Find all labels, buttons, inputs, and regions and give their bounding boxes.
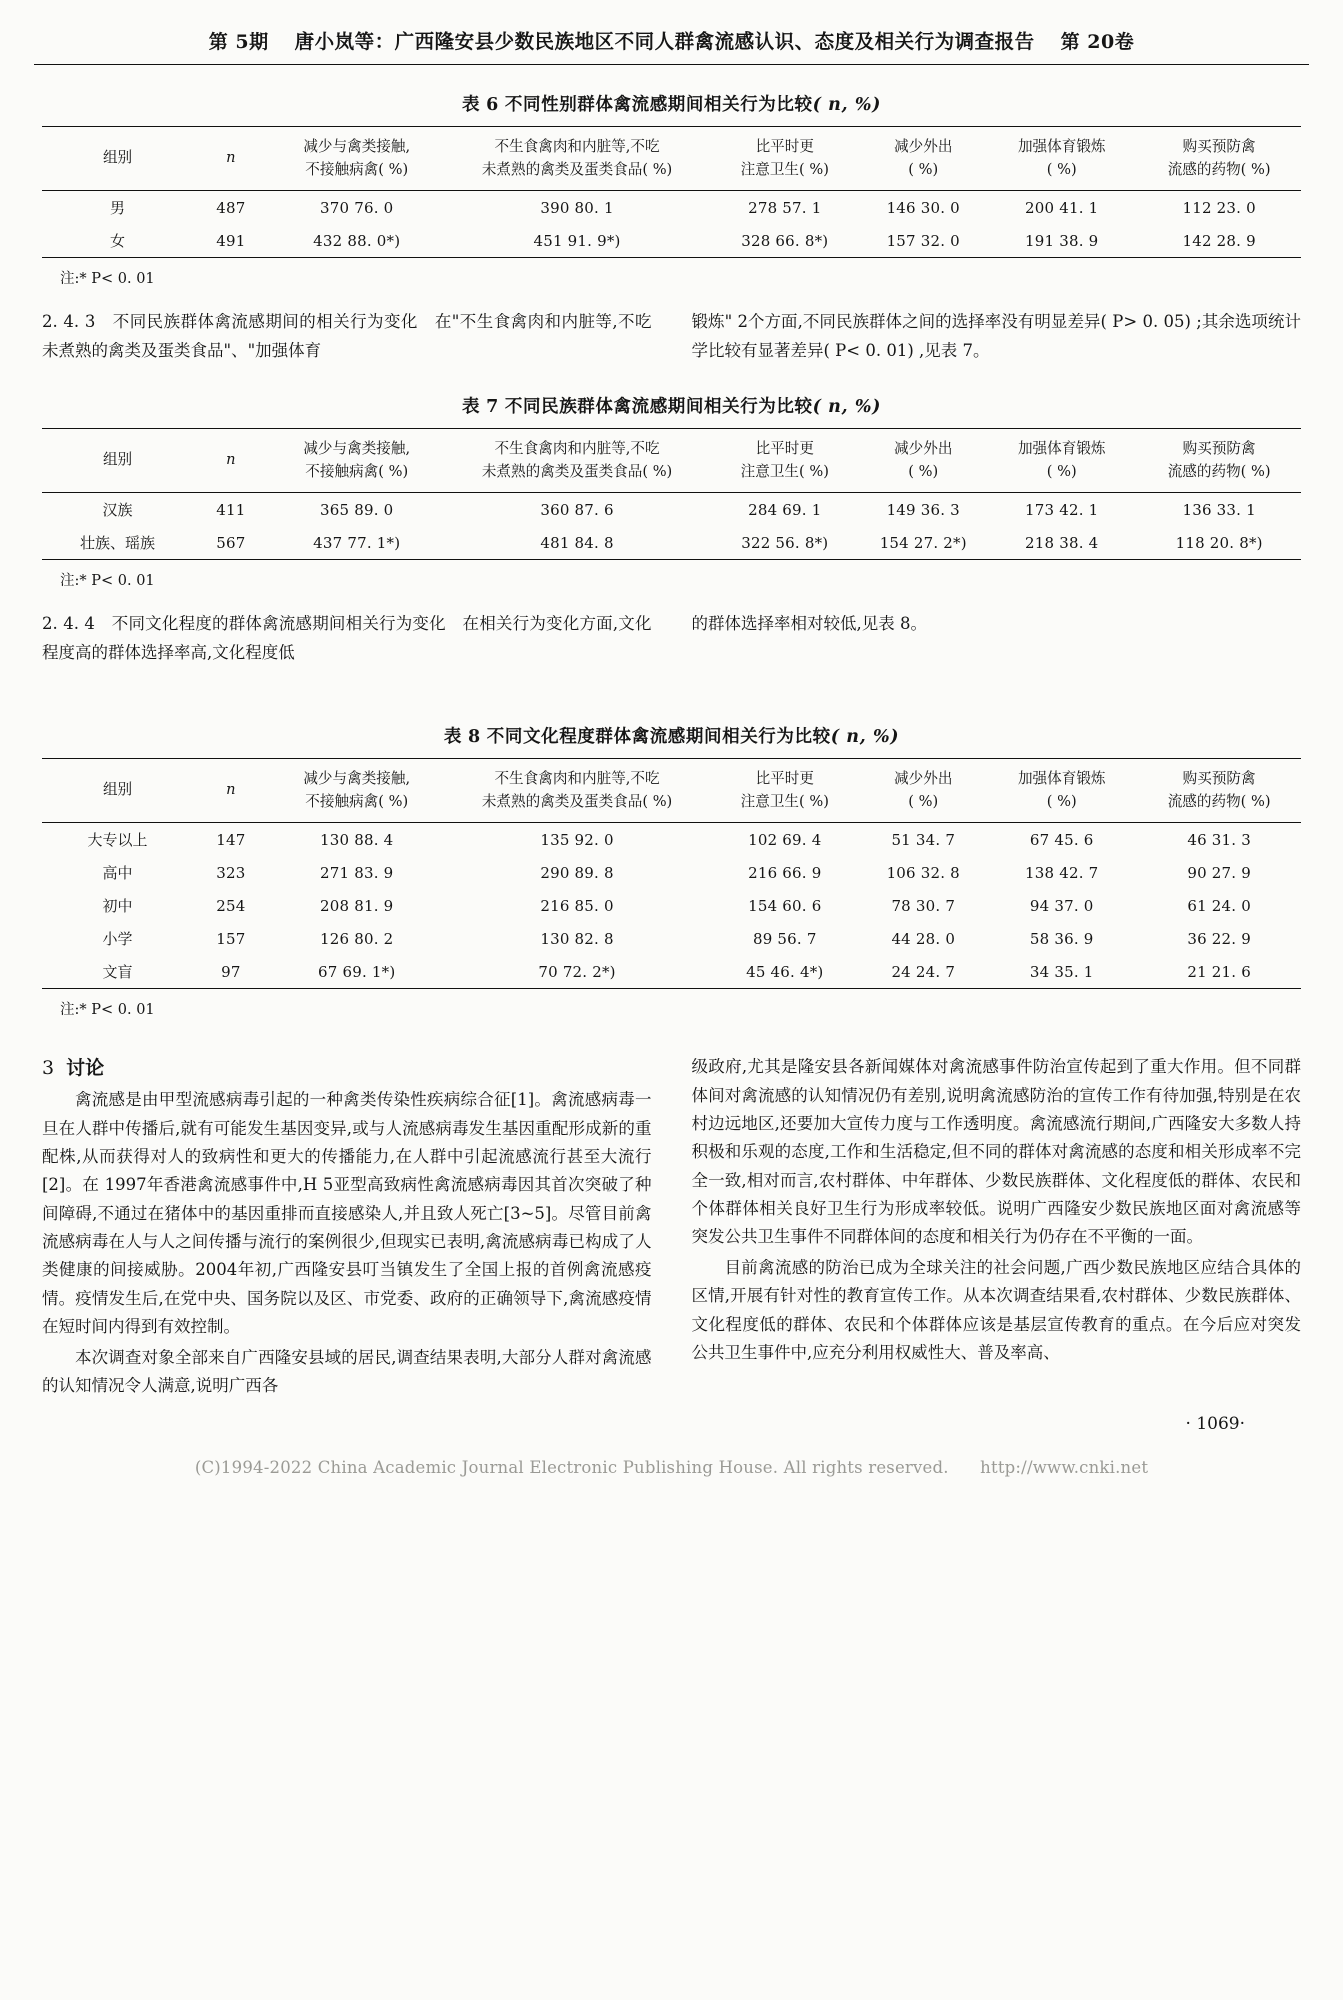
cell-value: 24 24. 7 xyxy=(891,962,956,981)
cell-value: 208 81. 9 xyxy=(320,896,394,915)
cell-group: 高中 xyxy=(102,864,133,883)
cell-value: 191 38. 9 xyxy=(1025,231,1099,250)
discussion-section xyxy=(42,1053,1301,1402)
cell-value: 135 92. 0 xyxy=(540,830,614,849)
col-no-raw-poultry: 不生食禽肉和内脏等,不吃 未煮熟的禽类及蛋类食品( %) xyxy=(445,428,709,492)
running-head xyxy=(0,0,1343,60)
col-less-outing: 减少外出 ( %) xyxy=(860,428,986,492)
cell-value: 360 87. 6 xyxy=(540,500,614,519)
col-exercise: 加强体育锻炼 ( %) xyxy=(986,428,1137,492)
cell-n: 254 xyxy=(216,896,246,915)
cell-value: 218 38. 4 xyxy=(1025,533,1099,552)
discussion-right-p2: 目前禽流感的防治已成为全球关注的社会问题,广西少数民族地区应结合具体的区情,开展有针对性的教育宣传工作。从本次调查结果看,农村群体、少数民族群体、文化程度低的群体、农民和个体群体应该是基层宣传教育的重点。在今后应对突发公共卫生事件中,应充分利用权威性大、普及率高、 xyxy=(691,1257,1301,1362)
cell-value: 284 69. 1 xyxy=(748,500,822,519)
discussion-right-p1: 级政府,尤其是隆安县各新闻媒体对禽流感事件防治宣传起到了重大作用。但不同群体间对禽流感的认知情况仍有差别,说明禽流感防治的宣传工作有待加强,特别是在农村边远地区,还要加大宣传力度与工作透明度。禽流感流行期间,广西隆安大多数人持积极和乐观的态度,工作和生活稳定,但不同的群体对禽流感的态度和相关形成率不完全一致,相对而言,农村群体、中年群体、少数民族群体、文化程度低的群体、农民和个体群体相关良好卫生行为形成率较低。说明广西隆安少数民族地区面对禽流感等突发公共卫生事件不同群体间的态度和相关行为仍存在不平衡的一面。 xyxy=(691,1057,1301,1247)
discussion-heading xyxy=(42,1053,652,1080)
col-buy-medicine: 购买预防禽 流感的药物( %) xyxy=(1137,428,1301,492)
issue-number: 第 5期 xyxy=(208,31,269,53)
table-row xyxy=(42,823,1301,857)
discussion-left-p2: 本次调查对象全部来自广西隆安县域的居民,调查结果表明,大部分人群对禽流感的认知情况令人满意,说明广西各 xyxy=(42,1347,652,1395)
cell-value: 481 84. 8 xyxy=(540,533,614,552)
table-row xyxy=(42,922,1301,955)
cell-value: 154 27. 2*) xyxy=(879,533,967,552)
running-authors: 唐小岚等： xyxy=(294,30,395,53)
cell-value: 432 88. 0*) xyxy=(313,231,401,250)
table-8-header-row xyxy=(42,758,1301,822)
cell-n: 147 xyxy=(216,830,246,849)
cell-value: 21 21. 6 xyxy=(1187,962,1251,981)
cell-value: 130 82. 8 xyxy=(540,929,614,948)
cell-value: 46 31. 3 xyxy=(1187,830,1251,849)
cell-value: 138 42. 7 xyxy=(1025,863,1099,882)
cell-value: 200 41. 1 xyxy=(1025,198,1099,217)
cell-group: 大专以上 xyxy=(87,831,148,850)
cell-value: 173 42. 1 xyxy=(1025,500,1099,519)
col-hygiene: 比平时更 注意卫生( %) xyxy=(709,428,860,492)
cell-value: 36 22. 9 xyxy=(1187,929,1251,948)
section-244-right: 的群体选择率相对较低,见表 8。 xyxy=(691,614,927,634)
section-243-left: 2. 4. 3 不同民族群体禽流感期间的相关行为变化 在"不生食禽肉和内脏等,不吃未煮熟的禽类及蛋类食品"、"加强体育 xyxy=(42,312,652,360)
col-reduce-contact: 减少与禽类接触, 不接触病禽( %) xyxy=(269,127,445,191)
col-no-raw-poultry: 不生食禽肉和内脏等,不吃 未煮熟的禽类及蛋类食品( %) xyxy=(445,758,709,822)
cell-group: 汉族 xyxy=(102,501,133,520)
cell-value: 94 37. 0 xyxy=(1029,896,1094,915)
cell-value: 216 66. 9 xyxy=(748,863,822,882)
cell-value: 146 30. 0 xyxy=(886,198,960,217)
cell-group: 女 xyxy=(110,232,126,251)
volume-number: 第 20卷 xyxy=(1060,31,1135,53)
cell-value: 44 28. 0 xyxy=(891,929,956,948)
cell-value: 126 80. 2 xyxy=(320,929,394,948)
col-group: 组别 xyxy=(42,127,193,191)
cell-value: 157 32. 0 xyxy=(886,231,960,250)
cell-group: 小学 xyxy=(102,930,133,949)
footer-url[interactable]: http://www.cnki.net xyxy=(980,1458,1149,1478)
table-7-note: 注:* P< 0. 01 xyxy=(60,573,155,590)
col-buy-medicine: 购买预防禽 流感的药物( %) xyxy=(1137,758,1301,822)
cell-value: 390 80. 1 xyxy=(540,198,614,217)
cell-value: 365 89. 0 xyxy=(320,500,394,519)
page-number: · 1069· xyxy=(1185,1414,1245,1435)
cell-value: 67 45. 6 xyxy=(1029,830,1094,849)
discussion-heading-number: 3 xyxy=(42,1057,55,1080)
cell-group: 壮族、瑶族 xyxy=(80,534,156,553)
footer-copyright: (C)1994-2022 China Academic Journal Electronic Publishing House. All rights reserved. xyxy=(194,1458,949,1478)
table-7 xyxy=(42,428,1301,560)
cell-value: 142 28. 9 xyxy=(1182,231,1256,250)
cell-group: 初中 xyxy=(102,897,133,916)
cell-value: 271 83. 9 xyxy=(320,863,394,882)
section-244-left: 2. 4. 4 不同文化程度的群体禽流感期间相关行为变化 在相关行为变化方面,文化程度高的群体选择率高,文化程度低 xyxy=(42,614,652,662)
table-row xyxy=(42,191,1301,225)
cell-value: 106 32. 8 xyxy=(886,863,960,882)
table-row xyxy=(42,856,1301,889)
table-7-caption: 表 7 不同民族群体禽流感期间相关行为比较( n, %) xyxy=(462,396,881,417)
table-6-caption: 表 6 不同性别群体禽流感期间相关行为比较( n, %) xyxy=(462,95,881,115)
table-row xyxy=(42,526,1301,559)
discussion-heading-text: 讨论 xyxy=(66,1057,105,1080)
cell-n: 487 xyxy=(216,198,246,217)
table-8-caption: 表 8 不同文化程度群体禽流感期间相关行为比较( n, %) xyxy=(443,726,900,747)
table-8 xyxy=(42,758,1301,989)
cell-value: 70 72. 2*) xyxy=(538,962,616,981)
cell-value: 278 57. 1 xyxy=(748,198,822,217)
table-row xyxy=(42,889,1301,922)
cell-value: 149 36. 3 xyxy=(886,500,960,519)
cell-n: 157 xyxy=(216,929,246,948)
cell-value: 90 27. 9 xyxy=(1187,863,1251,882)
col-n: n xyxy=(193,428,269,492)
cell-value: 136 33. 1 xyxy=(1182,500,1256,519)
cell-n: 567 xyxy=(216,533,246,552)
running-title: 广西隆安县少数民族地区不同人群禽流感认识、态度及相关行为调查报告 xyxy=(394,30,1035,53)
discussion-left-p1: 禽流感是由甲型流感病毒引起的一种禽类传染性疾病综合征[1]。禽流感病毒一旦在人群中传播后,就有可能发生基因变异,或与人流感病毒发生基因重配形成新的重配株,从而获得对人的致病性和更大的传播能力,在人群中引起流感流行甚至大流行[2]。在 1997年香港禽流感事件中,H 5亚型高致病性禽流感病毒因其首次突破了种间障碍,不通过在猪体中的基因重排而直接感染人,并且致人死亡[3~5]。尽管目前禽流感病毒在人与人之间传播与流行的案例很少,但现实已表明,禽流感病毒已构成了人类健康的间接威胁。2004年初,广西隆安县叮当镇发生了全国上报的首例禽流感疫情。疫情发生后,在党中央、国务院以及区、市党委、政府的正确领导下,禽流感疫情在短时间内得到有效控制。 xyxy=(42,1090,652,1337)
col-n: n xyxy=(193,758,269,822)
section-243-right: 锻炼" 2个方面,不同民族群体之间的选择率没有明显差异( P> 0. 05) ;其余选项统计学比较有显著差异( P< 0. 01) ,见表 7。 xyxy=(691,312,1301,360)
footer xyxy=(0,1448,1343,1493)
cell-value: 51 34. 7 xyxy=(891,830,956,849)
table-row xyxy=(42,955,1301,988)
cell-value: 216 85. 0 xyxy=(540,896,614,915)
cell-value: 58 36. 9 xyxy=(1029,929,1094,948)
cell-value: 130 88. 4 xyxy=(320,830,394,849)
cell-value: 328 66. 8*) xyxy=(741,231,829,250)
cell-value: 154 60. 6 xyxy=(748,896,822,915)
table-row xyxy=(42,224,1301,257)
section-243 xyxy=(42,308,1301,367)
cell-n: 323 xyxy=(216,863,246,882)
cell-value: 67 69. 1*) xyxy=(318,962,396,981)
col-less-outing: 减少外出 ( %) xyxy=(860,758,986,822)
cell-value: 370 76. 0 xyxy=(320,198,394,217)
col-group: 组别 xyxy=(42,428,193,492)
cell-group: 男 xyxy=(110,199,126,218)
cell-value: 118 20. 8*) xyxy=(1175,533,1263,552)
cell-value: 102 69. 4 xyxy=(748,830,822,849)
col-buy-medicine: 购买预防禽 流感的药物( %) xyxy=(1137,127,1301,191)
col-reduce-contact: 减少与禽类接触, 不接触病禽( %) xyxy=(269,758,445,822)
cell-value: 45 46. 4*) xyxy=(746,962,824,981)
col-no-raw-poultry: 不生食禽肉和内脏等,不吃 未煮熟的禽类及蛋类食品( %) xyxy=(445,127,709,191)
col-exercise: 加强体育锻炼 ( %) xyxy=(986,758,1137,822)
col-exercise: 加强体育锻炼 ( %) xyxy=(986,127,1137,191)
table-6-header-row xyxy=(42,127,1301,191)
cell-value: 437 77. 1*) xyxy=(313,533,401,552)
col-reduce-contact: 减少与禽类接触, 不接触病禽( %) xyxy=(269,428,445,492)
table-8-note: 注:* P< 0. 01 xyxy=(60,1002,155,1019)
section-244 xyxy=(42,610,1301,669)
cell-n: 411 xyxy=(216,500,246,519)
table-7-header-row xyxy=(42,428,1301,492)
col-n: n xyxy=(193,127,269,191)
cell-n: 97 xyxy=(221,962,241,981)
table-row xyxy=(42,493,1301,527)
col-hygiene: 比平时更 注意卫生( %) xyxy=(709,127,860,191)
cell-value: 112 23. 0 xyxy=(1182,198,1256,217)
table-6 xyxy=(42,126,1301,258)
col-less-outing: 减少外出 ( %) xyxy=(860,127,986,191)
cell-value: 451 91. 9*) xyxy=(533,231,621,250)
cell-value: 34 35. 1 xyxy=(1029,962,1094,981)
cell-value: 78 30. 7 xyxy=(891,896,956,915)
table-6-note: 注:* P< 0. 01 xyxy=(60,271,155,288)
cell-group: 文盲 xyxy=(102,963,133,982)
cell-value: 89 56. 7 xyxy=(752,929,817,948)
col-hygiene: 比平时更 注意卫生( %) xyxy=(709,758,860,822)
header-divider xyxy=(34,64,1309,65)
cell-value: 322 56. 8*) xyxy=(741,533,829,552)
cell-n: 491 xyxy=(216,231,246,250)
col-group: 组别 xyxy=(42,758,193,822)
cell-value: 290 89. 8 xyxy=(540,863,614,882)
cell-value: 61 24. 0 xyxy=(1187,896,1251,915)
